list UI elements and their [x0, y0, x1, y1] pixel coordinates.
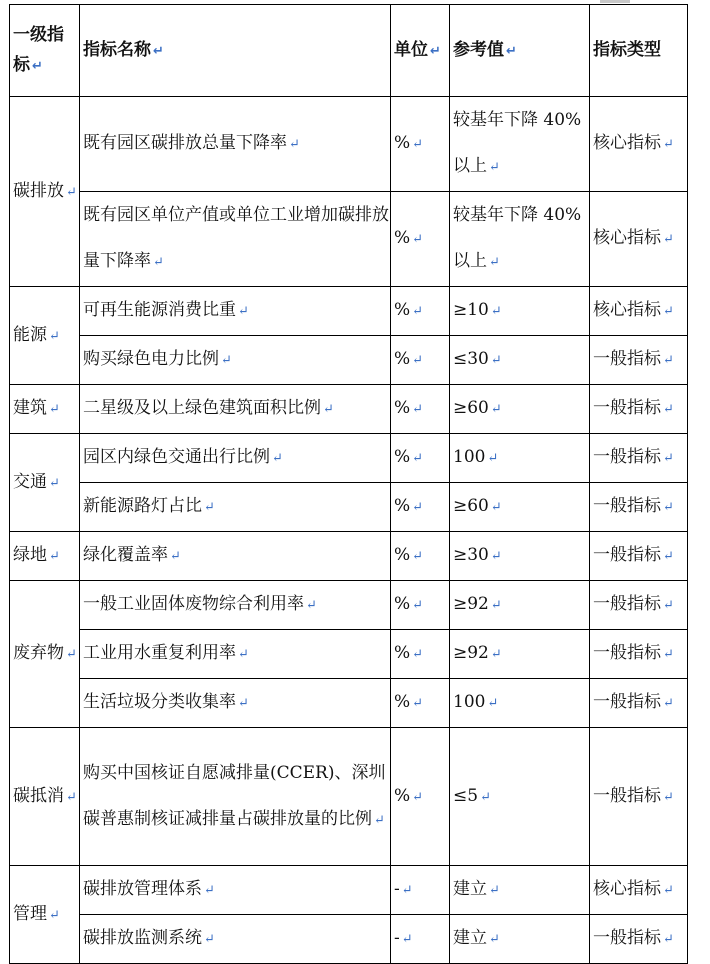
- table-row: [10, 385, 688, 434]
- unit-cell: % ↵: [391, 385, 450, 434]
- unit-cell: % ↵: [391, 192, 450, 287]
- top-edge-shadow: [600, 0, 630, 3]
- reference-cell: ≤30 ↵: [450, 336, 590, 385]
- table-row: [10, 97, 688, 192]
- indicator-name-cell: 生活垃圾分类收集率 ↵: [80, 679, 391, 728]
- header-reference: 参考值 ↵: [450, 5, 590, 97]
- category-cell: 能源 ↵: [10, 287, 80, 385]
- table-row: [10, 866, 688, 915]
- reference-cell: 100 ↵: [450, 434, 590, 483]
- table-row: [10, 192, 688, 287]
- reference-cell: 100 ↵: [450, 679, 590, 728]
- reference-cell: ≥92 ↵: [450, 581, 590, 630]
- unit-cell: - ↵: [391, 915, 450, 964]
- reference-cell: ≥30 ↵: [450, 532, 590, 581]
- unit-cell: % ↵: [391, 728, 450, 866]
- indicator-name-cell: 购买中国核证自愿减排量(CCER)、深圳碳普惠制核证减排量占碳排放量的比例 ↵: [80, 728, 391, 866]
- type-cell: 一般指标 ↵: [590, 915, 688, 964]
- category-cell: 建筑 ↵: [10, 385, 80, 434]
- unit-cell: - ↵: [391, 866, 450, 915]
- indicator-name-cell: 既有园区单位产值或单位工业增加碳排放量下降率 ↵: [80, 192, 391, 287]
- header-unit: 单位 ↵: [391, 5, 450, 97]
- unit-cell: % ↵: [391, 434, 450, 483]
- type-cell: 一般指标 ↵: [590, 581, 688, 630]
- unit-cell: % ↵: [391, 287, 450, 336]
- type-cell: 一般指标 ↵: [590, 336, 688, 385]
- reference-cell: 建立 ↵: [450, 866, 590, 915]
- table-row: [10, 581, 688, 630]
- category-cell: 碳排放 ↵: [10, 97, 80, 287]
- reference-cell: ≥92 ↵: [450, 630, 590, 679]
- unit-cell: % ↵: [391, 97, 450, 192]
- type-cell: 一般指标 ↵: [590, 630, 688, 679]
- type-cell: 核心指标 ↵: [590, 287, 688, 336]
- category-cell: 绿地 ↵: [10, 532, 80, 581]
- reference-cell: 较基年下降 40%以上 ↵: [450, 97, 590, 192]
- unit-cell: % ↵: [391, 679, 450, 728]
- unit-cell: % ↵: [391, 581, 450, 630]
- indicator-name-cell: 工业用水重复利用率 ↵: [80, 630, 391, 679]
- indicator-name-cell: 新能源路灯占比 ↵: [80, 483, 391, 532]
- indicator-name-cell: 园区内绿色交通出行比例 ↵: [80, 434, 391, 483]
- type-cell: 一般指标 ↵: [590, 434, 688, 483]
- table-row: [10, 336, 688, 385]
- header-name: 指标名称 ↵: [80, 5, 391, 97]
- type-cell: 一般指标 ↵: [590, 679, 688, 728]
- reference-cell: ≤5 ↵: [450, 728, 590, 866]
- reference-cell: ≥10 ↵: [450, 287, 590, 336]
- table-row: [10, 679, 688, 728]
- indicator-name-cell: 碳排放管理体系 ↵: [80, 866, 391, 915]
- category-cell: 碳抵消 ↵: [10, 728, 80, 866]
- reference-cell: 建立 ↵: [450, 915, 590, 964]
- table-header-row: [10, 5, 688, 97]
- indicator-name-cell: 绿化覆盖率 ↵: [80, 532, 391, 581]
- category-cell: 交通 ↵: [10, 434, 80, 532]
- indicator-table: [9, 4, 688, 964]
- table-row: [10, 630, 688, 679]
- indicator-name-cell: 二星级及以上绿色建筑面积比例 ↵: [80, 385, 391, 434]
- reference-cell: ≥60 ↵: [450, 483, 590, 532]
- indicator-name-cell: 碳排放监测系统 ↵: [80, 915, 391, 964]
- type-cell: 一般指标 ↵: [590, 385, 688, 434]
- reference-cell: ≥60 ↵: [450, 385, 590, 434]
- reference-cell: 较基年下降 40%以上 ↵: [450, 192, 590, 287]
- table-row: [10, 532, 688, 581]
- type-cell: 核心指标 ↵: [590, 192, 688, 287]
- type-cell: 一般指标 ↵: [590, 483, 688, 532]
- type-cell: 一般指标 ↵: [590, 728, 688, 866]
- table-row: [10, 434, 688, 483]
- indicator-name-cell: 一般工业固体废物综合利用率 ↵: [80, 581, 391, 630]
- indicator-name-cell: 既有园区碳排放总量下降率 ↵: [80, 97, 391, 192]
- indicator-name-cell: 购买绿色电力比例 ↵: [80, 336, 391, 385]
- type-cell: 一般指标 ↵: [590, 532, 688, 581]
- indicator-name-cell: 可再生能源消费比重 ↵: [80, 287, 391, 336]
- type-cell: 核心指标 ↵: [590, 866, 688, 915]
- category-cell: 管理 ↵: [10, 866, 80, 964]
- table-row: [10, 287, 688, 336]
- unit-cell: % ↵: [391, 483, 450, 532]
- unit-cell: % ↵: [391, 630, 450, 679]
- table-row: [10, 915, 688, 964]
- header-type: 指标类型: [590, 5, 688, 97]
- unit-cell: % ↵: [391, 336, 450, 385]
- unit-cell: % ↵: [391, 532, 450, 581]
- category-cell: 废弃物 ↵: [10, 581, 80, 728]
- table-row: [10, 483, 688, 532]
- table-row: [10, 728, 688, 866]
- header-level1: 一级指标 ↵: [10, 5, 80, 97]
- type-cell: 核心指标 ↵: [590, 97, 688, 192]
